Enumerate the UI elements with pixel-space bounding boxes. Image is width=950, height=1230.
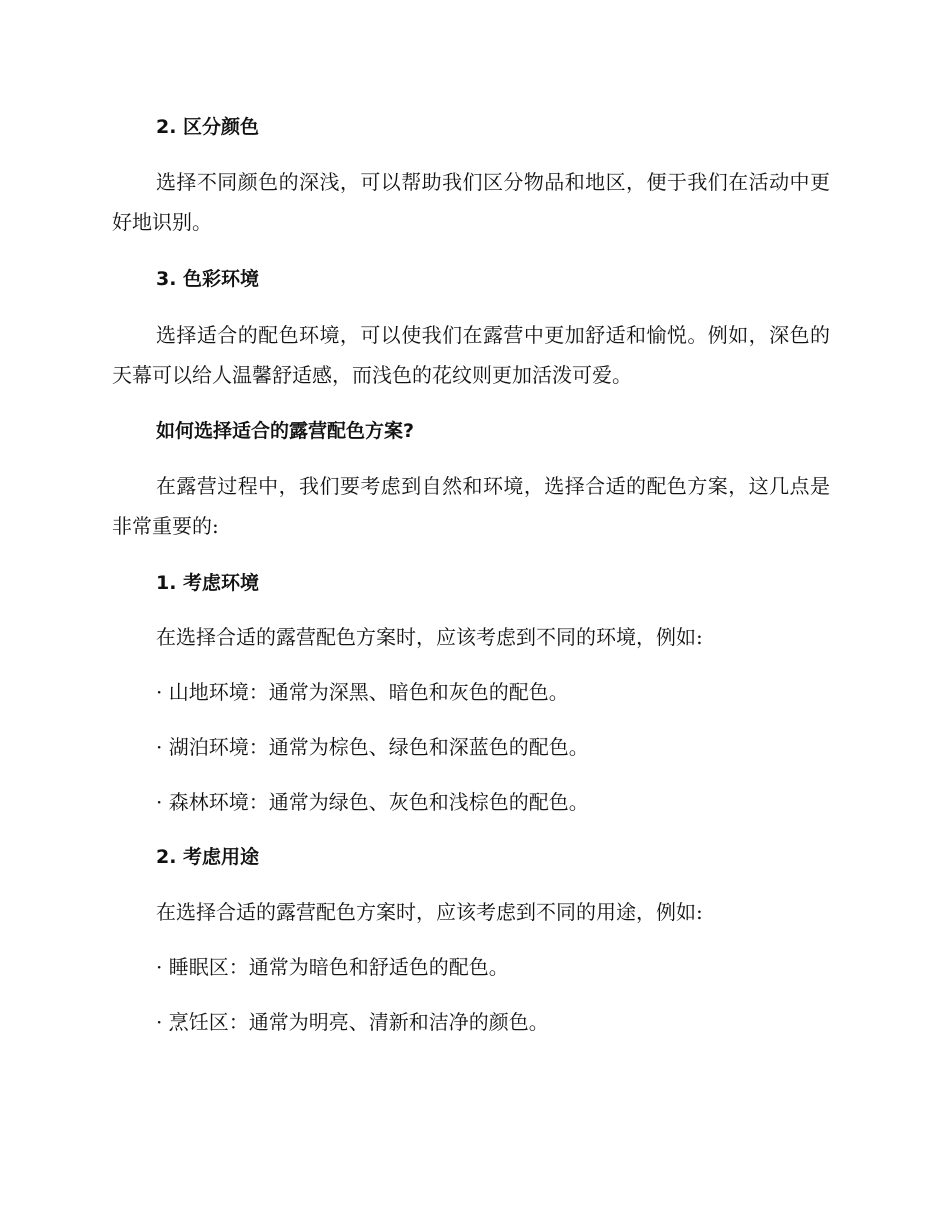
list-item-sleeping-area: · 睡眠区：通常为暗色和舒适色的配色。	[156, 955, 509, 979]
intro-line-usage: 在选择合适的露营配色方案时，应该考虑到不同的用途，例如:	[156, 900, 703, 924]
section-heading-consider-usage: 2. 考虑用途	[156, 846, 260, 868]
intro-line-environment: 在选择合适的露营配色方案时，应该考虑到不同的环境，例如:	[156, 625, 703, 649]
list-item-mountain: · 山地环境：通常为深黑、暗色和灰色的配色。	[156, 680, 569, 704]
section-heading-distinguish-colors: 2. 区分颜色	[156, 116, 260, 138]
paragraph-how-to-choose: 在露营过程中，我们要考虑到自然和环境，选择合适的配色方案，这几点是非常重要的:	[112, 474, 830, 538]
paragraph-distinguish-colors: 选择不同颜色的深浅，可以帮助我们区分物品和地区，便于我们在活动中更好地识别。	[112, 170, 830, 234]
paragraph-color-environment: 选择适合的配色环境，可以使我们在露营中更加舒适和愉悦。例如，深色的天幕可以给人温馨舒适感，而浅色的花纹则更加活泼可爱。	[112, 323, 830, 387]
list-item-cooking-area: · 烹饪区：通常为明亮、清新和洁净的颜色。	[156, 1010, 549, 1034]
list-item-lake: · 湖泊环境：通常为棕色、绿色和深蓝色的配色。	[156, 735, 589, 759]
section-heading-how-to-choose: 如何选择适合的露营配色方案?	[156, 420, 415, 442]
section-heading-consider-environment: 1. 考虑环境	[156, 572, 260, 594]
section-heading-color-environment: 3. 色彩环境	[156, 268, 260, 290]
list-item-forest: · 森林环境：通常为绿色、灰色和浅棕色的配色。	[156, 790, 589, 814]
